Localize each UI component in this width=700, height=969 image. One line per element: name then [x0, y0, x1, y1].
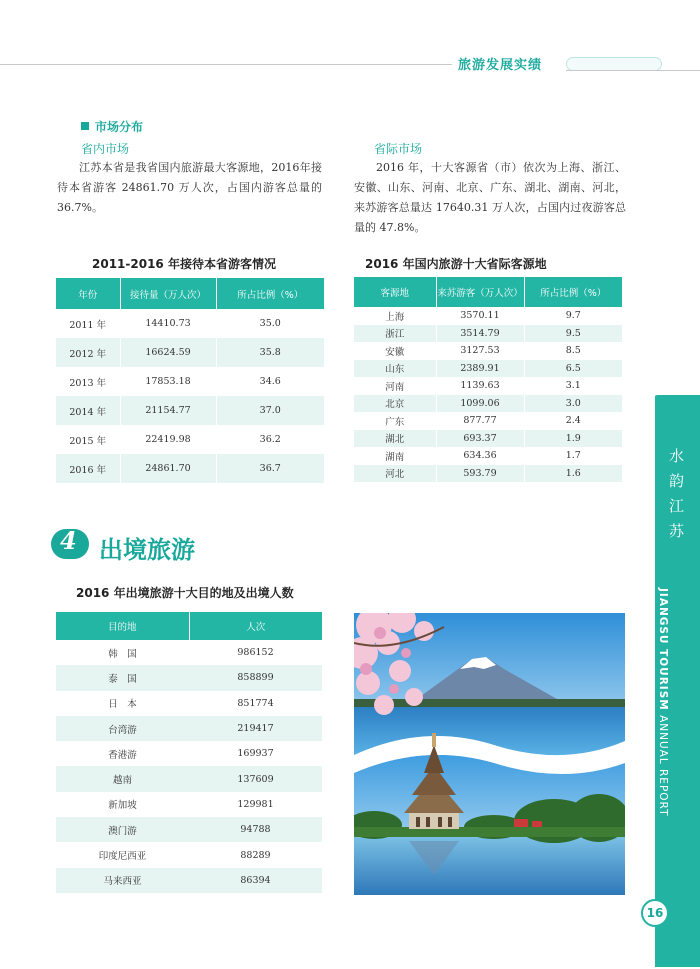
table2-cell: 浙江: [354, 325, 436, 343]
section-bullet-icon: [81, 122, 89, 130]
table2-cell: 1.9: [524, 430, 622, 448]
table2-cell: 山东: [354, 360, 436, 378]
table2-cell: 河北: [354, 465, 436, 483]
table-row: [56, 425, 324, 454]
table1-header-cell: 年份: [56, 278, 120, 309]
right-subheading: 省际市场: [374, 142, 423, 156]
table3-cell: 858899: [189, 665, 322, 690]
table2-header-cell: 所占比例（%）: [524, 277, 622, 307]
table2-cell: 3570.11: [436, 307, 524, 325]
table-row: [56, 716, 322, 741]
table3-cell: 台湾游: [56, 716, 189, 741]
table-row: [56, 817, 322, 842]
table3-title: 2016 年出境旅游十大目的地及出境人数: [76, 586, 294, 600]
table-row: [354, 325, 622, 343]
table-row: [56, 309, 324, 338]
table2: [354, 277, 622, 482]
table2-header-cell: 客源地: [354, 277, 436, 307]
table-row: [354, 430, 622, 448]
table2-cell: 3127.53: [436, 342, 524, 360]
table3-header-row: [56, 612, 322, 640]
table2-cell: 1139.63: [436, 377, 524, 395]
table3-cell: 新加坡: [108, 800, 137, 812]
table-row: [354, 307, 622, 325]
table3-cell: 851774: [237, 697, 274, 709]
table3-cell: 86394: [189, 868, 322, 893]
table1-cell: 16624.59: [120, 338, 216, 367]
table1-header-row: [56, 278, 324, 309]
table1-cell: 36.7: [216, 454, 324, 483]
table1-cell: 35.8: [216, 338, 324, 367]
table3-cell: 88289: [240, 849, 271, 861]
travel-photo-collage: [354, 613, 625, 895]
ribbon-english-light: ANNUAL REPORT: [657, 715, 669, 817]
table2-title: 2016 年国内旅游十大省际客源地: [365, 257, 547, 271]
table1-cell: 2012 年: [56, 338, 120, 367]
table2-cell: 1099.06: [436, 395, 524, 413]
table3-cell: 986152: [237, 647, 274, 659]
table2-cell: 693.37: [436, 430, 524, 448]
table2-cell: 3.1: [565, 380, 581, 392]
table3-header-cell: 人次: [189, 612, 322, 640]
table3-cell: 越南: [56, 766, 189, 791]
table2-cell: 北京: [354, 395, 436, 413]
ribbon-chinese-title: 水韵江苏: [667, 448, 685, 548]
table2-cell: 2389.91: [436, 360, 524, 378]
table3-cell: 印度尼西亚: [98, 851, 147, 863]
table3-cell: 129981: [237, 798, 274, 810]
left-subheading: 省内市场: [81, 142, 130, 156]
table-row: [354, 447, 622, 465]
table2-cell: 湖南: [385, 451, 405, 463]
table-row: [56, 842, 322, 867]
table3-cell: 香港游: [108, 749, 137, 761]
table2-cell: 593.79: [436, 465, 524, 483]
table3-cell: 137609: [189, 766, 322, 791]
table-row: [354, 465, 622, 483]
table1-cell: 24861.70: [120, 454, 216, 483]
table3-cell: 韩 国: [108, 648, 137, 660]
table3-cell: 94788: [189, 817, 322, 842]
table-row: [56, 741, 322, 766]
table-row: [354, 360, 622, 378]
header-rule-right: [566, 70, 700, 71]
left-paragraph: 江苏本省是我省国内旅游最大客源地，2016年接待本省游客 24861.70 万人次，占国内游客总量的 36.7%。: [57, 161, 322, 214]
table2-cell: 湖北: [354, 430, 436, 448]
table-row: [354, 377, 622, 395]
table1-cell: 37.0: [216, 396, 324, 425]
section-title: 市场分布: [95, 120, 144, 134]
table3: [56, 612, 322, 893]
table2-cell: 3.0: [524, 395, 622, 413]
table-row: [354, 412, 622, 430]
table2-cell: 安徽: [385, 346, 405, 358]
table-row: [354, 342, 622, 360]
table-row: [56, 338, 324, 367]
header-title: 旅游发展实绩: [458, 58, 543, 73]
table2-cell: 河南: [385, 381, 405, 393]
table1-cell: 2015 年: [69, 435, 107, 447]
ribbon-english-title: [657, 588, 669, 816]
section4-title: 出境旅游: [99, 536, 195, 564]
table3-cell: 219417: [189, 716, 322, 741]
table-row: [56, 792, 322, 817]
table3-cell: 泰 国: [56, 665, 189, 690]
table1-cell: 22419.98: [120, 425, 216, 454]
table1-cell: 17853.18: [120, 367, 216, 396]
table-row: [56, 640, 322, 665]
table-row: [56, 868, 322, 893]
table1-cell: 21154.77: [120, 396, 216, 425]
table-row: [354, 395, 622, 413]
table3-cell: 169937: [237, 748, 274, 760]
table2-cell: 6.5: [524, 360, 622, 378]
table1-cell: 2011 年: [69, 319, 107, 331]
table2-cell: 634.36: [436, 447, 524, 465]
table2-cell: 877.77: [436, 412, 524, 430]
header-rule-left: [0, 64, 452, 65]
photo-illustration: [354, 613, 625, 895]
table2-cell: 广东: [385, 416, 405, 428]
table2-cell: 2.4: [565, 415, 581, 427]
table1-cell: 2013 年: [69, 377, 107, 389]
table2-cell: 9.5: [524, 325, 622, 343]
table2-cell: 8.5: [565, 345, 581, 357]
table-row: [56, 396, 324, 425]
table1-cell: 2014 年: [56, 396, 120, 425]
table1-cell: 2016 年: [56, 454, 120, 483]
header-decoration: [566, 57, 662, 71]
table2-cell: 1.6: [524, 465, 622, 483]
table2-cell: 1.7: [565, 450, 581, 462]
table1-title: 2011-2016 年接待本省游客情况: [92, 257, 276, 271]
table3-header-cell: 目的地: [56, 612, 189, 640]
table2-cell: 9.7: [565, 310, 581, 322]
table3-cell: 澳门游: [56, 817, 189, 842]
section-number: 4: [60, 526, 77, 555]
table1: [56, 278, 324, 483]
table1-cell: 14410.73: [120, 309, 216, 338]
table2-header-cell: 来苏游客（万人次）: [436, 277, 524, 307]
table-row: [56, 665, 322, 690]
page-number: 16: [641, 899, 669, 927]
table-row: [56, 367, 324, 396]
table1-cell: 36.2: [259, 434, 281, 445]
table-row: [56, 766, 322, 791]
table-row: [56, 454, 324, 483]
table2-cell: 上海: [385, 311, 405, 323]
ribbon-english-bold: JIANGSU TOURISM: [657, 588, 669, 711]
table1-header-cell: 接待量（万人次）: [120, 278, 216, 309]
table2-cell: 3514.79: [436, 325, 524, 343]
table1-cell: 34.6: [259, 376, 281, 387]
table3-cell: 马来西亚: [56, 868, 189, 893]
table1-cell: 35.0: [259, 318, 281, 329]
table3-cell: 日 本: [108, 699, 137, 711]
table1-header-cell: 所占比例（%）: [216, 278, 324, 309]
table2-header-row: [354, 277, 622, 307]
right-paragraph: 2016 年，十大客源省（市）依次为上海、浙江、安徽、山东、河南、北京、广东、湖北、湖南、河北，来苏游客总量达 17640.31 万人次，占国内过夜游客总量的 47.8%。: [354, 161, 626, 234]
table-row: [56, 691, 322, 716]
